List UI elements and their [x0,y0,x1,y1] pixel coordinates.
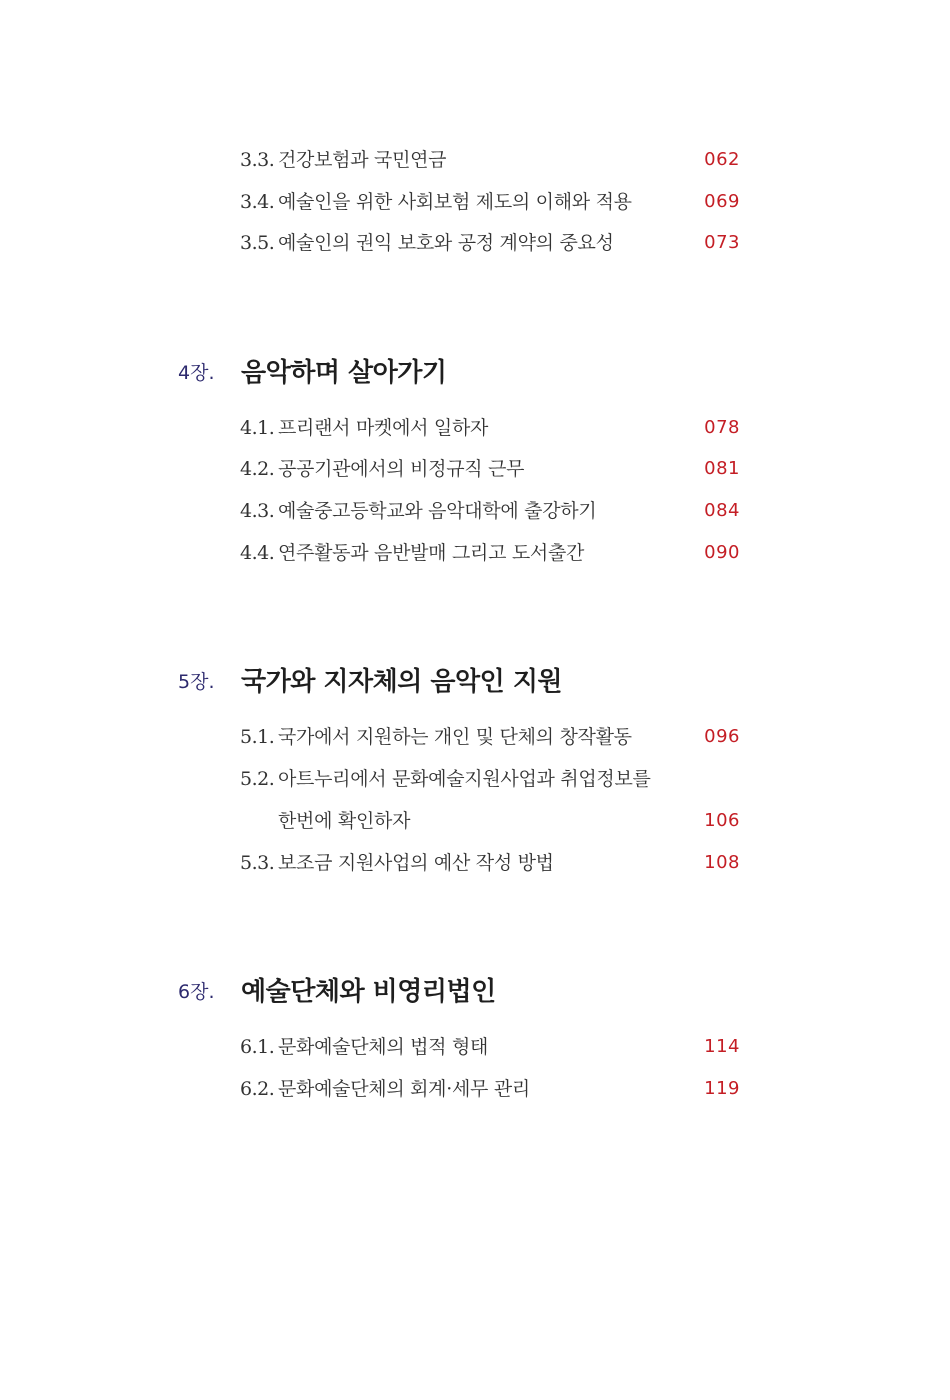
entry-page-number: 062 [704,149,740,170]
entry-page-number: 069 [704,191,740,212]
entry-title: 아트누리에서 문화예술지원사업과 취업정보를 [278,768,651,790]
entry-title: 보조금 지원사업의 예산 작성 방법 [278,852,554,874]
entry-number: 4.1. [240,417,275,439]
entry-number: 3.3. [240,149,275,171]
toc-entry[interactable] [240,764,740,794]
chapter-title: 국가와 지자체의 음악인 지원 [241,667,563,697]
toc-entry[interactable] [240,413,740,443]
chapter-title: 음악하며 살아가기 [241,358,447,388]
chapter-title: 예술단체와 비영리법인 [241,977,496,1007]
chapter-label: 6장. [178,981,215,1003]
entry-page-number: 078 [704,417,740,438]
entry-title-continuation: 한번에 확인하자 [278,810,411,832]
entry-title: 예술인을 위한 사회보험 제도의 이해와 적용 [278,191,632,213]
entry-number: 4.2. [240,458,275,480]
chapter-label: 4장. [178,362,215,384]
toc-entry[interactable] [240,848,740,878]
toc-entry[interactable] [240,1032,740,1062]
entry-number: 4.4. [240,542,275,564]
entry-number: 3.4. [240,191,275,213]
entry-number: 5.1. [240,726,275,748]
entry-page-number: 114 [704,1036,740,1057]
toc-entry[interactable] [240,145,740,175]
entry-page-number: 090 [704,542,740,563]
entry-page-number: 081 [704,458,740,479]
chapter-label: 5장. [178,671,215,693]
entry-page-number: 073 [704,232,740,253]
chapter-heading[interactable] [178,353,778,393]
toc-entry[interactable] [240,496,740,526]
toc-entry[interactable] [240,722,740,752]
entry-page-number: 096 [704,726,740,747]
entry-title: 문화예술단체의 회계·세무 관리 [278,1078,530,1100]
entry-title: 공공기관에서의 비정규직 근무 [278,458,525,480]
entry-number: 5.2. [240,768,275,790]
entry-page-number: 084 [704,500,740,521]
toc-entry[interactable] [240,228,740,258]
entry-number: 3.5. [240,232,275,254]
entry-page-number: 106 [704,810,740,831]
entry-number: 6.2. [240,1078,275,1100]
entry-page-number: 108 [704,852,740,873]
entry-number: 5.3. [240,852,275,874]
entry-number: 4.3. [240,500,275,522]
toc-entry[interactable] [240,538,740,568]
chapter-heading[interactable] [178,662,778,702]
entry-title: 예술중고등학교와 음악대학에 출강하기 [278,500,597,522]
entry-title: 문화예술단체의 법적 형태 [278,1036,489,1058]
entry-title: 프리랜서 마켓에서 일하자 [278,417,489,439]
toc-entry[interactable] [240,454,740,484]
entry-number: 6.1. [240,1036,275,1058]
entry-title: 예술인의 권익 보호와 공정 계약의 중요성 [278,232,614,254]
toc-entry[interactable] [240,187,740,217]
entry-title: 건강보험과 국민연금 [278,149,447,171]
entry-page-number: 119 [704,1078,740,1099]
chapter-heading[interactable] [178,972,778,1012]
entry-title: 국가에서 지원하는 개인 및 단체의 창작활동 [278,726,632,748]
entry-title: 연주활동과 음반발매 그리고 도서출간 [278,542,585,564]
toc-entry[interactable] [240,1074,740,1104]
toc-entry-continuation[interactable] [240,806,740,836]
